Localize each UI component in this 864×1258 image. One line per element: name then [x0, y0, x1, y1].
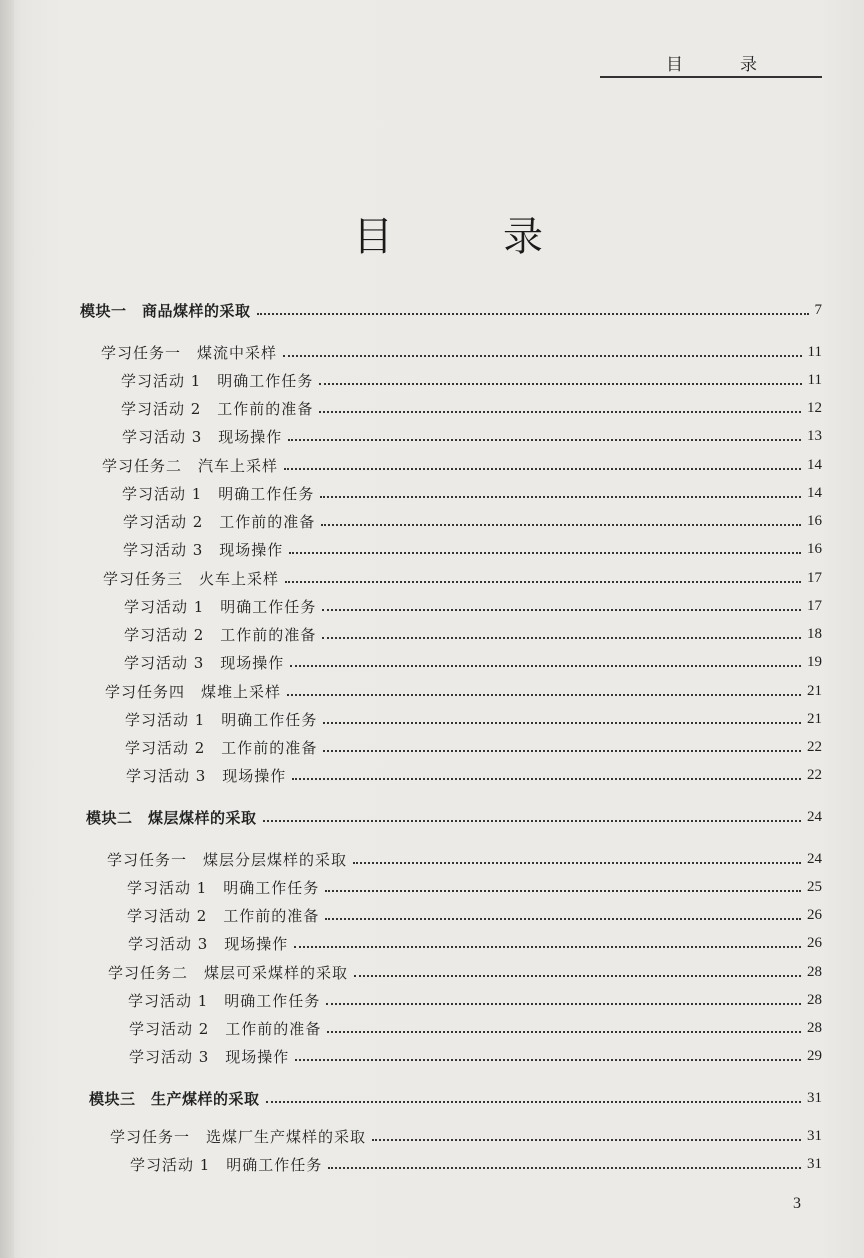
toc-leader-dots: [319, 383, 801, 385]
toc-entry-label: 学习活动 2 工作前的准备: [129, 1019, 322, 1038]
toc-leader-dots: [292, 778, 801, 780]
toc-entry-activity: [124, 651, 822, 673]
toc-leader-dots: [294, 946, 801, 948]
toc-entry-page-number: 24: [807, 850, 822, 867]
toc-entry-label: 学习活动 2 工作前的准备: [124, 625, 317, 644]
toc-entry-page-number: 25: [807, 878, 822, 895]
toc-entry-page-number: 28: [807, 1019, 822, 1036]
toc-entry-page-number: 31: [807, 1155, 822, 1172]
toc-entry-task: [107, 848, 822, 870]
toc-leader-dots: [323, 722, 801, 724]
toc-entry-activity: [125, 708, 822, 730]
toc-entry-page-number: 29: [807, 1047, 822, 1064]
toc-entry-page-number: 13: [807, 427, 822, 444]
toc-entry-page-number: 31: [807, 1089, 822, 1106]
toc-entry-label: 学习活动 3 现场操作: [124, 653, 285, 672]
toc-entry-label: 学习任务三 火车上采样: [103, 569, 280, 588]
toc-entry-label: 学习任务二 煤层可采煤样的采取: [108, 963, 349, 982]
page-title-char-1: 目: [353, 214, 393, 260]
toc-entry-module: [86, 806, 822, 828]
toc-entry-label: 学习活动 1 明确工作任务: [122, 484, 315, 503]
toc-entry-page-number: 16: [807, 540, 822, 557]
toc-entry-label: 学习活动 3 现场操作: [123, 540, 284, 559]
toc-leader-dots: [266, 1101, 801, 1103]
toc-entry-activity: [128, 989, 822, 1011]
toc-leader-dots: [322, 609, 801, 611]
toc-entry-activity: [122, 482, 822, 504]
toc-entry-label: 学习活动 3 现场操作: [122, 427, 283, 446]
toc-leader-dots: [322, 637, 801, 639]
toc-entry-label: 学习任务一 煤流中采样: [101, 343, 278, 362]
toc-entry-activity: [121, 369, 822, 391]
toc-leader-dots: [354, 975, 801, 977]
running-header-char-1: 目: [666, 55, 683, 75]
toc-entry-page-number: 26: [807, 906, 822, 923]
toc-leader-dots: [327, 1031, 801, 1033]
toc-entry-label: 模块一 商品煤样的采取: [80, 301, 251, 320]
toc-entry-label: 学习活动 1 明确工作任务: [127, 878, 320, 897]
toc-entry-page-number: 28: [807, 963, 822, 980]
toc-leader-dots: [325, 918, 801, 920]
toc-leader-dots: [321, 524, 801, 526]
toc-entry-label: 学习活动 2 工作前的准备: [127, 906, 320, 925]
toc-entry-page-number: 11: [807, 343, 822, 360]
toc-entry-activity: [124, 595, 822, 617]
toc-entry-task: [102, 454, 822, 476]
toc-entry-activity: [121, 397, 822, 419]
toc-entry-label: 学习活动 1 明确工作任务: [128, 991, 321, 1010]
toc-entry-page-number: 24: [807, 808, 822, 825]
toc-leader-dots: [326, 1003, 801, 1005]
toc-entry-page-number: 26: [807, 934, 822, 951]
toc-entry-page-number: 12: [807, 399, 822, 416]
toc-entry-label: 学习活动 2 工作前的准备: [123, 512, 316, 531]
toc-entry-page-number: 14: [807, 456, 822, 473]
toc-leader-dots: [257, 313, 809, 315]
toc-leader-dots: [372, 1139, 801, 1141]
toc-entry-page-number: 21: [807, 710, 822, 727]
toc-entry-label: 模块三 生产煤样的采取: [89, 1089, 260, 1108]
toc-entry-label: 学习活动 1 明确工作任务: [121, 371, 314, 390]
toc-entry-page-number: 22: [807, 766, 822, 783]
toc-entry-page-number: 11: [807, 371, 822, 388]
toc-leader-dots: [263, 820, 801, 822]
toc-entry-label: 学习活动 1 明确工作任务: [130, 1155, 323, 1174]
toc-leader-dots: [319, 411, 801, 413]
toc-entry-label: 学习任务二 汽车上采样: [102, 456, 279, 475]
toc-leader-dots: [289, 552, 801, 554]
toc-entry-activity: [122, 425, 822, 447]
page-number: 3: [793, 1195, 801, 1212]
toc-entry-label: 学习任务一 选煤厂生产煤样的采取: [110, 1127, 367, 1146]
toc-entry-page-number: 21: [807, 682, 822, 699]
toc-entry-activity: [129, 1045, 822, 1067]
toc-entry-task: [103, 567, 822, 589]
toc-entry-activity: [126, 764, 822, 786]
toc-entry-page-number: 17: [807, 597, 822, 614]
toc-entry-activity: [127, 876, 822, 898]
toc-entry-label: 学习活动 2 工作前的准备: [125, 738, 318, 757]
toc-entry-page-number: 28: [807, 991, 822, 1008]
toc-entry-page-number: 7: [814, 301, 822, 318]
toc-leader-dots: [287, 694, 801, 696]
toc-entry-task: [110, 1125, 822, 1147]
toc-leader-dots: [285, 581, 801, 583]
toc-leader-dots: [288, 439, 801, 441]
toc-entry-activity: [130, 1153, 822, 1175]
toc-entry-activity: [123, 510, 822, 532]
toc-leader-dots: [284, 468, 801, 470]
toc-leader-dots: [325, 890, 801, 892]
toc-entry-module: [89, 1087, 822, 1109]
toc-entry-activity: [125, 736, 822, 758]
toc-entry-activity: [123, 538, 822, 560]
toc-entry-task: [108, 961, 822, 983]
toc-leader-dots: [295, 1059, 801, 1061]
toc-entry-page-number: 18: [807, 625, 822, 642]
toc-entry-label: 学习活动 3 现场操作: [129, 1047, 290, 1066]
toc-leader-dots: [320, 496, 801, 498]
toc-entry-page-number: 16: [807, 512, 822, 529]
toc-entry-activity: [128, 932, 822, 954]
toc-entry-activity: [127, 904, 822, 926]
toc-entry-activity: [124, 623, 822, 645]
toc-entry-label: 学习任务四 煤堆上采样: [105, 682, 282, 701]
page-title-char-2: 录: [503, 214, 543, 260]
toc-entry-label: 模块二 煤层煤样的采取: [86, 808, 257, 827]
toc-entry-task: [105, 680, 822, 702]
toc-entry-page-number: 19: [807, 653, 822, 670]
running-header-char-2: 录: [740, 55, 757, 75]
toc-entry-label: 学习活动 3 现场操作: [128, 934, 289, 953]
toc-entry-module: [80, 299, 822, 321]
toc-entry-page-number: 17: [807, 569, 822, 586]
toc-entry-label: 学习活动 1 明确工作任务: [124, 597, 317, 616]
toc-entry-activity: [129, 1017, 822, 1039]
toc-entry-task: [101, 341, 822, 363]
toc-entry-page-number: 22: [807, 738, 822, 755]
toc-leader-dots: [328, 1167, 801, 1169]
toc-entry-page-number: 14: [807, 484, 822, 501]
toc-entry-label: 学习活动 1 明确工作任务: [125, 710, 318, 729]
toc-leader-dots: [283, 355, 802, 357]
toc-leader-dots: [353, 862, 801, 864]
toc-entry-page-number: 31: [807, 1127, 822, 1144]
toc-leader-dots: [290, 665, 801, 667]
toc-leader-dots: [323, 750, 801, 752]
toc-entry-label: 学习任务一 煤层分层煤样的采取: [107, 850, 348, 869]
toc-entry-label: 学习活动 3 现场操作: [126, 766, 287, 785]
toc-entry-label: 学习活动 2 工作前的准备: [121, 399, 314, 418]
